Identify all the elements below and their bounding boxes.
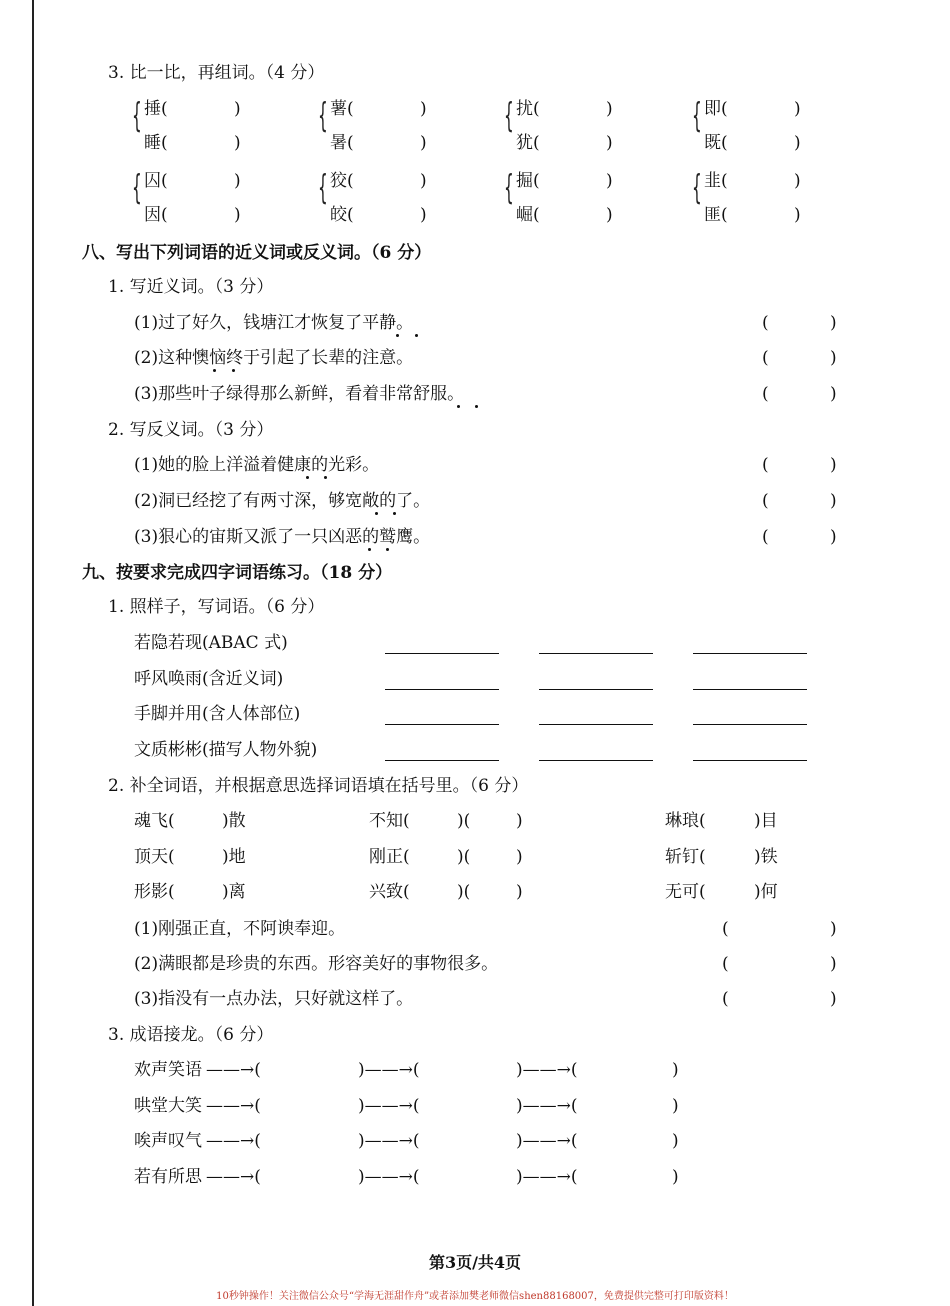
pair-paren-bottom: ) [794, 205, 801, 225]
pair-paren-top: ) [234, 99, 241, 119]
pair-paren-top: ) [234, 171, 241, 191]
pair-paren-bottom: ) [234, 205, 241, 225]
meaning-3: (3)指没有一点办法，只好就这样了。 [134, 989, 414, 1009]
chain-paren-close: ) [672, 1060, 679, 1080]
answer-paren-open: ( [722, 954, 729, 974]
chain-start-word: 唉声叹气 [134, 1131, 202, 1151]
answer-paren-open: ( [762, 491, 769, 511]
answer-line [385, 653, 499, 654]
answer-line [539, 760, 653, 761]
answer-line [693, 724, 807, 725]
pair-char-top: 韭( [704, 171, 728, 191]
pair-char-top: 薯( [330, 99, 354, 119]
chain-arrow: )——→( [358, 1131, 420, 1151]
answer-paren-open: ( [722, 989, 729, 1009]
emphasis-dot [368, 548, 371, 551]
pair-paren-bottom: ) [606, 205, 613, 225]
pair-char-top: 囚( [144, 171, 168, 191]
syn-item-1: (1)过了好久，钱塘江才恢复了平静。 [134, 313, 414, 333]
pair-char-bottom: 睡( [144, 133, 168, 153]
fill-word: 斩钉( [665, 847, 706, 867]
brace-icon: { [132, 168, 142, 208]
chain-arrow: ——→( [206, 1131, 261, 1151]
brace-icon: { [692, 168, 702, 208]
fill-word: 形影( [134, 882, 175, 902]
answer-line [385, 724, 499, 725]
syn-item-2: (2)这种懊恼终于引起了长辈的注意。 [134, 348, 414, 368]
fill-word: 琳琅( [665, 811, 706, 831]
pair-paren-bottom: ) [420, 205, 427, 225]
chain-start-word: 若有所思 [134, 1167, 202, 1187]
s9-sub3: 3. 成语接龙。（6 分） [108, 1025, 274, 1045]
fill-word: ) [516, 882, 523, 902]
fill-word: 刚正( [369, 847, 410, 867]
s9-sub2: 2. 补全词语，并根据意思选择词语填在括号里。（6 分） [108, 776, 529, 796]
answer-paren-close: ) [830, 491, 837, 511]
fill-word: )( [457, 847, 471, 867]
brace-icon: { [504, 96, 514, 136]
example-1: 若隐若现(ABAC 式) [134, 633, 288, 653]
fill-word: )目 [754, 811, 778, 831]
answer-paren-open: ( [762, 313, 769, 333]
page-number: 第3页/共4页 [428, 1253, 522, 1272]
answer-paren-open: ( [722, 919, 729, 939]
example-3: 手脚并用(含人体部位) [134, 704, 301, 724]
answer-paren-open: ( [762, 384, 769, 404]
q3-title: 3. 比一比，再组词。（4 分） [108, 63, 325, 83]
chain-arrow: )——→( [516, 1096, 578, 1116]
fill-word: )离 [222, 882, 246, 902]
chain-arrow: )——→( [516, 1060, 578, 1080]
chain-arrow: )——→( [516, 1167, 578, 1187]
pair-paren-top: ) [420, 99, 427, 119]
chain-arrow: )——→( [358, 1060, 420, 1080]
footer-note: 10秒钟操作！关注微信公众号“学海无涯甜作舟”或者添加樊老师微信shen88168007，免费提供完整可打印版资料！ [216, 1291, 734, 1302]
fill-word: )散 [222, 811, 246, 831]
answer-paren-close: ) [830, 989, 837, 1009]
fill-word: 无可( [665, 882, 706, 902]
emphasis-dot [375, 512, 378, 515]
brace-icon: { [132, 96, 142, 136]
emphasis-dot [475, 405, 478, 408]
chain-arrow: )——→( [358, 1096, 420, 1116]
pair-char-bottom: 皎( [330, 205, 354, 225]
fill-word: 顶天( [134, 847, 175, 867]
syn-item-3: (3)那些叶子绿得那么新鲜，看着非常舒服。 [134, 384, 465, 404]
chain-arrow: ——→( [206, 1096, 261, 1116]
emphasis-dot [393, 512, 396, 515]
fill-word: 魂飞( [134, 811, 175, 831]
answer-line [539, 724, 653, 725]
s8-sub1: 1. 写近义词。（3 分） [108, 277, 274, 297]
pair-paren-bottom: ) [420, 133, 427, 153]
pair-char-top: 狡( [330, 171, 354, 191]
answer-line [539, 689, 653, 690]
pair-paren-top: ) [794, 171, 801, 191]
pair-char-bottom: 匪( [704, 205, 728, 225]
answer-paren-open: ( [762, 455, 769, 475]
brace-icon: { [504, 168, 514, 208]
margin-line [32, 0, 34, 1306]
fill-word: 不知( [369, 811, 410, 831]
meaning-2: (2)满眼都是珍贵的东西。形容美好的事物很多。 [134, 954, 499, 974]
fill-word: ) [516, 811, 523, 831]
pair-char-top: 掘( [516, 171, 540, 191]
fill-word: )铁 [754, 847, 778, 867]
chain-paren-close: ) [672, 1096, 679, 1116]
answer-paren-close: ) [830, 954, 837, 974]
emphasis-dot [213, 369, 216, 372]
pair-paren-bottom: ) [794, 133, 801, 153]
brace-icon: { [318, 96, 328, 136]
answer-line [693, 760, 807, 761]
emphasis-dot [324, 476, 327, 479]
fill-word: )( [457, 882, 471, 902]
chain-arrow: )——→( [516, 1131, 578, 1151]
pair-char-bottom: 既( [704, 133, 728, 153]
s9-sub1: 1. 照样子，写词语。（6 分） [108, 597, 325, 617]
chain-arrow: ——→( [206, 1167, 261, 1187]
chain-paren-close: ) [672, 1131, 679, 1151]
emphasis-dot [396, 334, 399, 337]
pair-char-bottom: 犹( [516, 133, 540, 153]
chain-start-word: 欢声笑语 [134, 1060, 202, 1080]
section8-title: 八、写出下列词语的近义词或反义词。（6 分） [82, 243, 432, 263]
example-2: 呼风唤雨(含近义词) [134, 669, 284, 689]
brace-icon: { [692, 96, 702, 136]
answer-paren-close: ) [830, 919, 837, 939]
meaning-1: (1)刚强正直，不阿谀奉迎。 [134, 919, 346, 939]
pair-paren-top: ) [606, 99, 613, 119]
answer-paren-close: ) [830, 313, 837, 333]
chain-start-word: 哄堂大笑 [134, 1096, 202, 1116]
emphasis-dot [457, 405, 460, 408]
emphasis-dot [232, 369, 235, 372]
example-4: 文质彬彬(描写人物外貌) [134, 740, 318, 760]
fill-word: ) [516, 847, 523, 867]
pair-paren-top: ) [794, 99, 801, 119]
ant-item-1: (1)她的脸上洋溢着健康的光彩。 [134, 455, 380, 475]
pair-paren-bottom: ) [234, 133, 241, 153]
pair-char-top: 扰( [516, 99, 540, 119]
fill-word: 兴致( [369, 882, 410, 902]
chain-arrow: )——→( [358, 1167, 420, 1187]
section9-title: 九、按要求完成四字词语练习。（18 分） [82, 563, 393, 583]
chain-paren-close: ) [672, 1167, 679, 1187]
answer-paren-close: ) [830, 384, 837, 404]
s8-sub2: 2. 写反义词。（3 分） [108, 420, 274, 440]
pair-char-top: 即( [704, 99, 728, 119]
answer-paren-close: ) [830, 527, 837, 547]
pair-char-bottom: 因( [144, 205, 168, 225]
pair-paren-top: ) [420, 171, 427, 191]
brace-icon: { [318, 168, 328, 208]
emphasis-dot [415, 334, 418, 337]
answer-paren-close: ) [830, 455, 837, 475]
answer-line [385, 689, 499, 690]
answer-line [385, 760, 499, 761]
chain-arrow: ——→( [206, 1060, 261, 1080]
answer-paren-open: ( [762, 527, 769, 547]
fill-word: )地 [222, 847, 246, 867]
ant-item-3: (3)狠心的宙斯又派了一只凶恶的鹫鹰。 [134, 527, 431, 547]
answer-line [693, 689, 807, 690]
emphasis-dot [386, 548, 389, 551]
answer-paren-close: ) [830, 348, 837, 368]
pair-paren-top: ) [606, 171, 613, 191]
answer-paren-open: ( [762, 348, 769, 368]
ant-item-2: (2)洞已经挖了有两寸深，够宽敞的了。 [134, 491, 431, 511]
pair-char-top: 捶( [144, 99, 168, 119]
answer-line [539, 653, 653, 654]
fill-word: )何 [754, 882, 778, 902]
emphasis-dot [306, 476, 309, 479]
pair-char-bottom: 暑( [330, 133, 354, 153]
pair-char-bottom: 崛( [516, 205, 540, 225]
fill-word: )( [457, 811, 471, 831]
pair-paren-bottom: ) [606, 133, 613, 153]
answer-line [693, 653, 807, 654]
